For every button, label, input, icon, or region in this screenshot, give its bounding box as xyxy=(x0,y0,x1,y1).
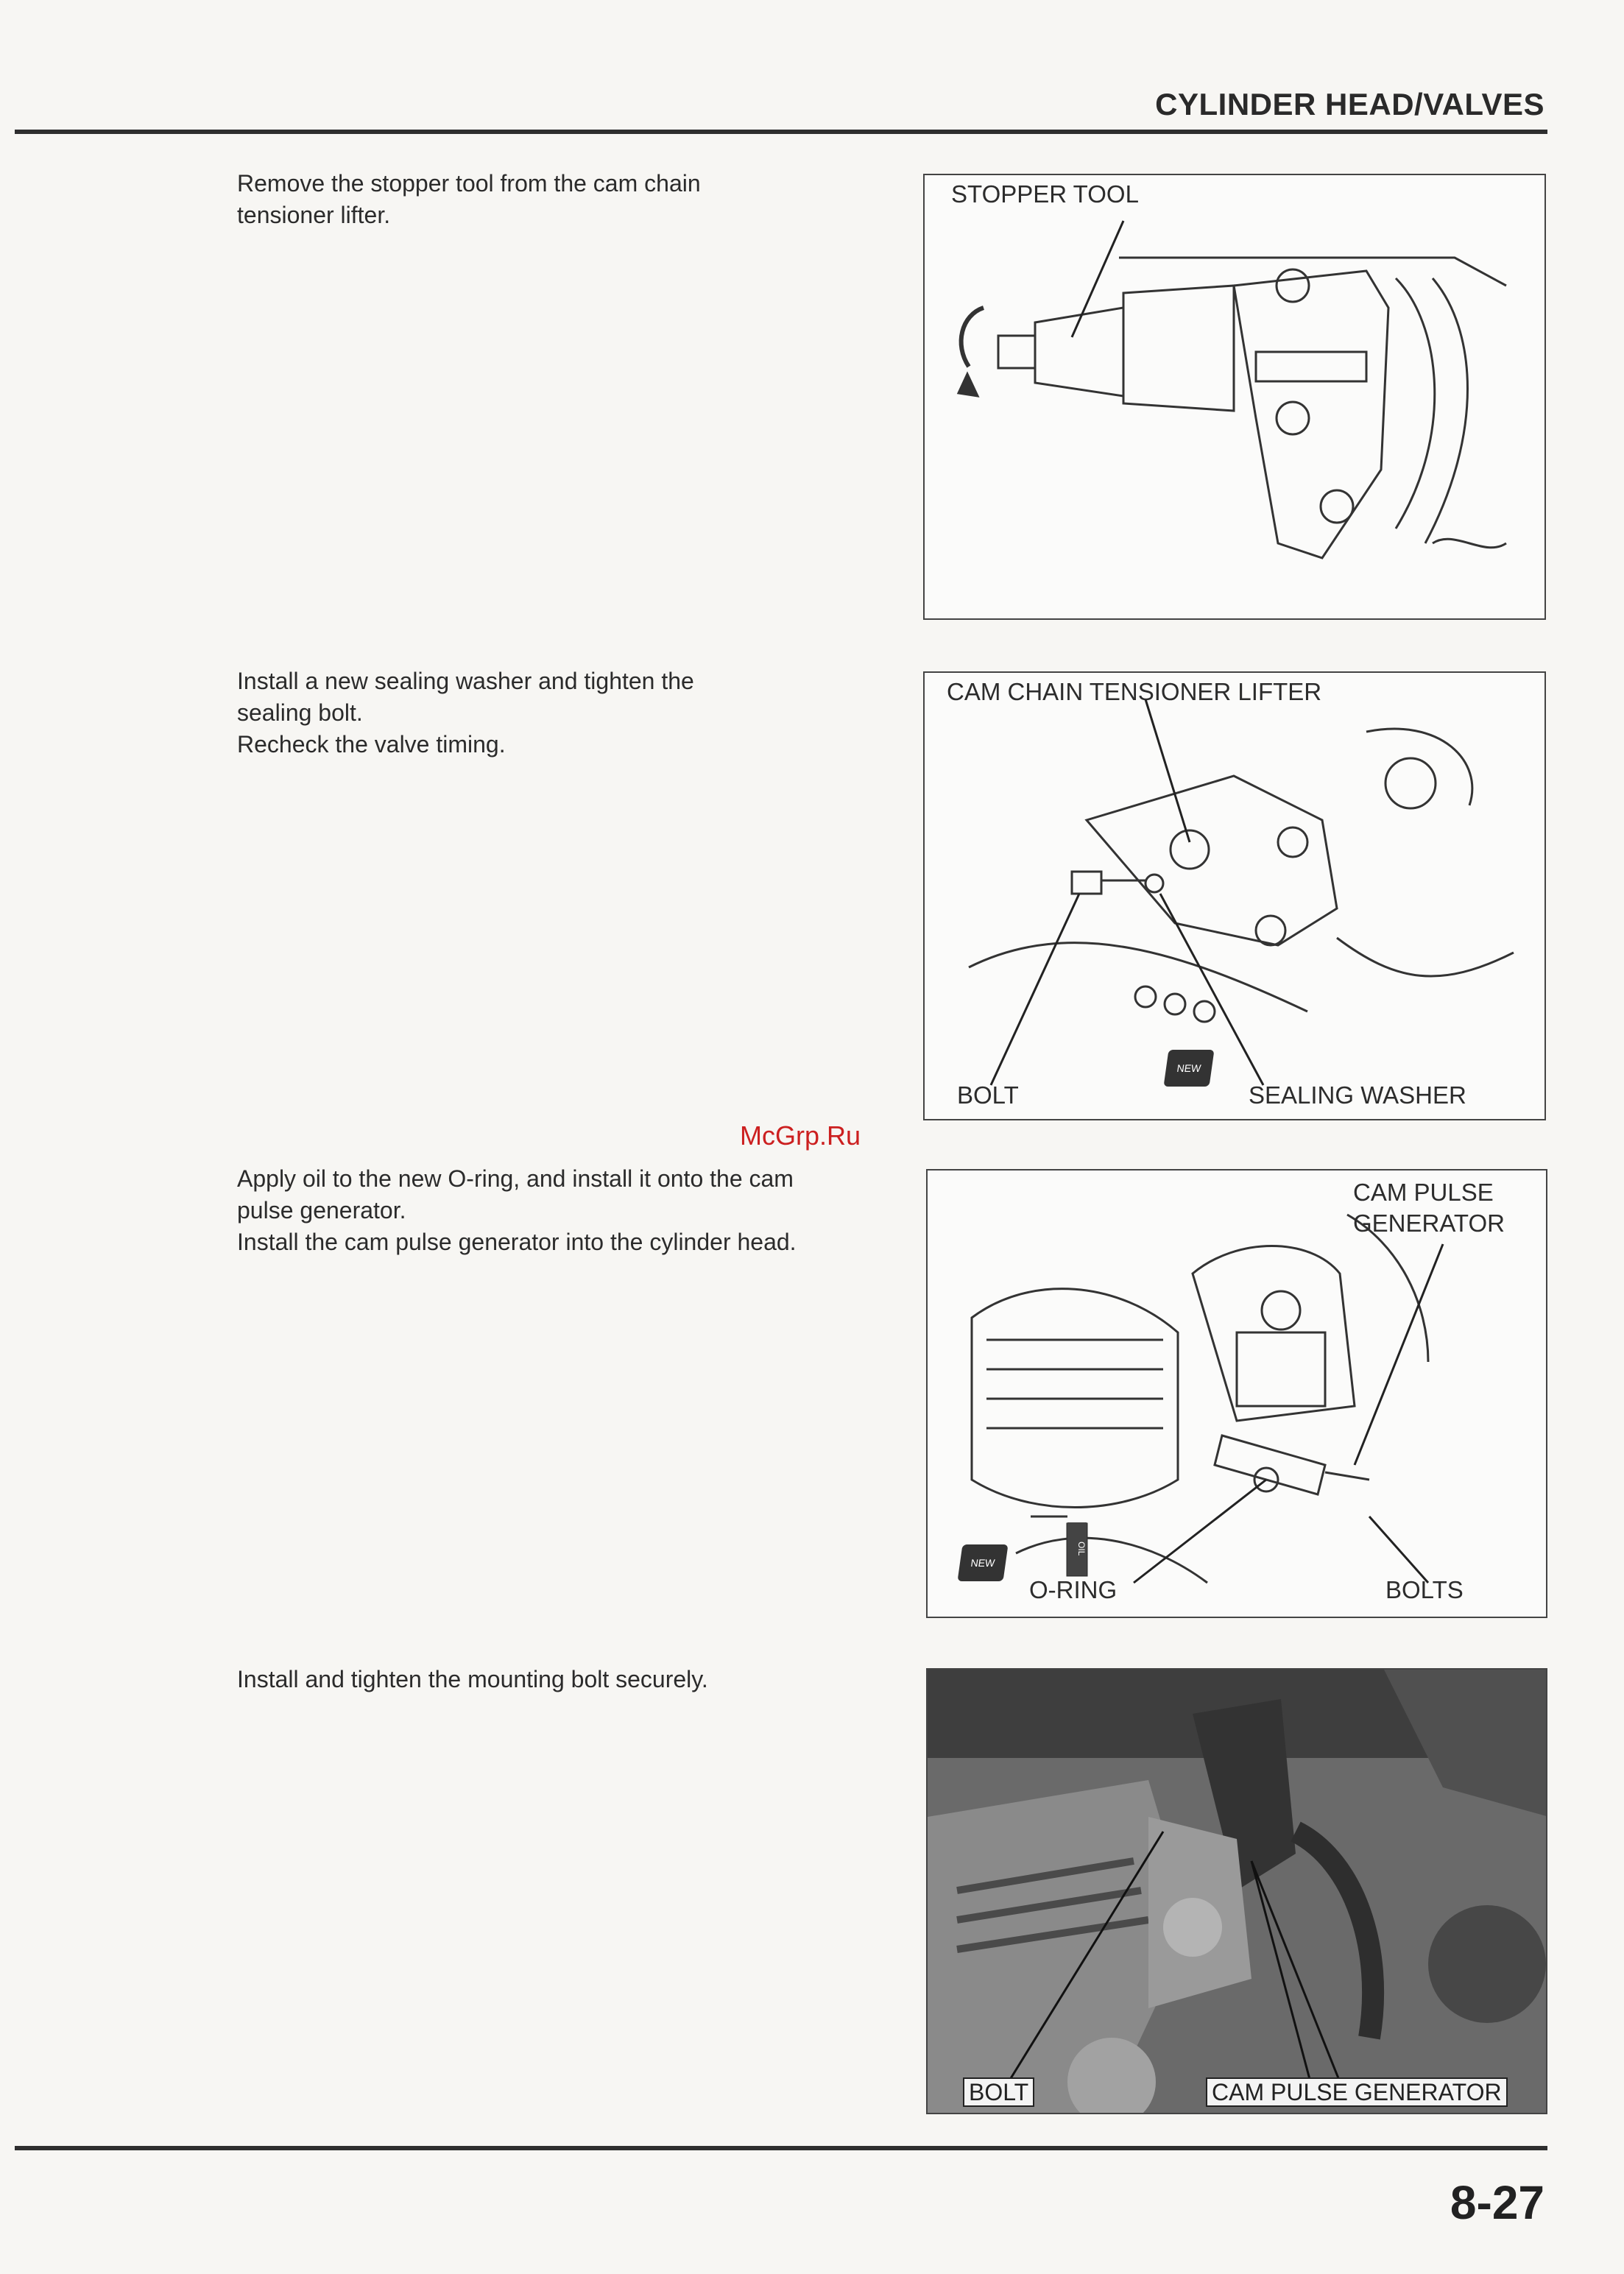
watermark: McGrp.Ru xyxy=(740,1120,861,1151)
step-4-line-1: Install and tighten the mounting bolt securely. xyxy=(237,1666,708,1692)
step-2-line-3: Recheck the valve timing. xyxy=(237,731,506,758)
label-generator: GENERATOR xyxy=(1353,1210,1505,1237)
step-1-line-2: tensioner lifter. xyxy=(237,202,391,228)
label-bolt: BOLT xyxy=(957,1081,1019,1109)
step-2-text xyxy=(237,665,900,760)
new-part-icon xyxy=(957,1544,1008,1581)
label-photo-cam-pulse-generator: CAM PULSE GENERATOR xyxy=(1206,2077,1508,2107)
label-bolts: BOLTS xyxy=(1385,1576,1464,1603)
new-part-icon xyxy=(1163,1050,1214,1087)
step-3-line-2: pulse generator. xyxy=(237,1197,406,1223)
step-2-line-1: Install a new sealing washer and tighten the xyxy=(237,668,694,694)
new-badge-text: NEW xyxy=(1176,1062,1202,1074)
step-3-line-3: Install the cam pulse generator into the cylinder head. xyxy=(237,1229,797,1255)
step-3-line-1: Apply oil to the new O-ring, and install it onto the cam xyxy=(237,1165,794,1192)
label-photo-bolt: BOLT xyxy=(963,2077,1034,2107)
label-cam-pulse: CAM PULSE xyxy=(1353,1179,1494,1206)
oil-text: OIL xyxy=(1076,1542,1087,1556)
figure-cam-chain-tensioner xyxy=(923,671,1546,1120)
label-stopper-tool: STOPPER TOOL xyxy=(951,180,1139,208)
photo-callout-lines xyxy=(928,1670,1547,2114)
tensioner-illustration xyxy=(925,673,1547,1122)
step-2-line-2: sealing bolt. xyxy=(237,699,363,726)
figure-cam-pulse-generator xyxy=(926,1169,1547,1618)
oil-can-icon xyxy=(1067,1522,1087,1575)
footer-rule xyxy=(15,2146,1547,2150)
step-1-line-1: Remove the stopper tool from the cam chain xyxy=(237,170,701,197)
section-title: CYLINDER HEAD/VALVES xyxy=(1155,87,1544,121)
step-4-text xyxy=(237,1664,900,1695)
new-badge-text: NEW xyxy=(970,1557,996,1569)
step-3-text xyxy=(237,1163,914,1258)
photo-mounting-bolt xyxy=(926,1668,1547,2114)
label-o-ring: O-RING xyxy=(1029,1576,1118,1603)
page-number: 8-27 xyxy=(1450,2176,1544,2229)
label-cam-chain-tensioner-lifter: CAM CHAIN TENSIONER LIFTER xyxy=(947,678,1322,705)
stopper-tool-illustration xyxy=(925,175,1547,621)
label-sealing-washer: SEALING WASHER xyxy=(1249,1081,1466,1109)
header-rule xyxy=(15,130,1547,134)
step-1-text xyxy=(237,168,900,231)
figure-stopper-tool xyxy=(923,174,1546,620)
